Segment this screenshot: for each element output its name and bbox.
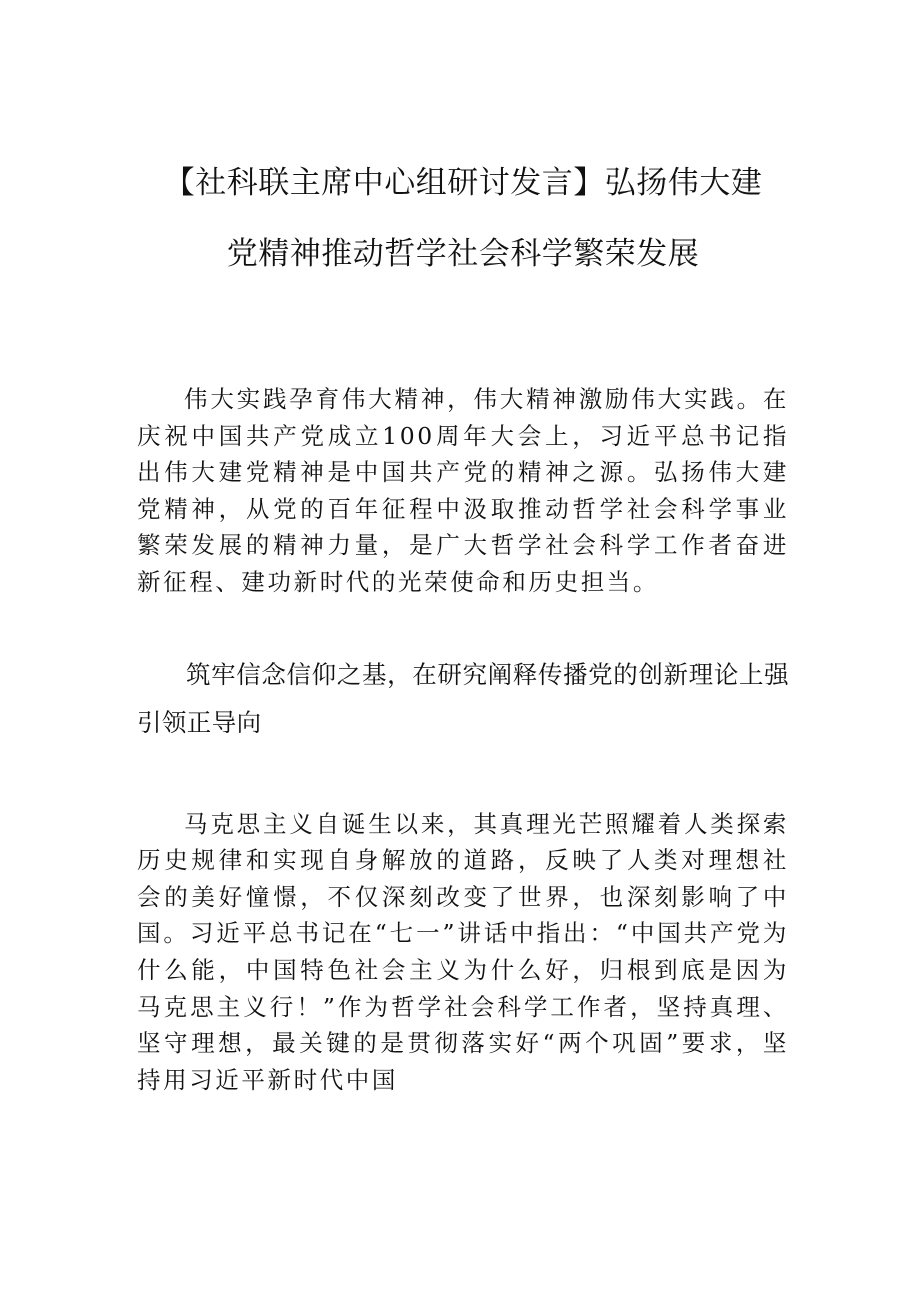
document-title	[137, 0, 789, 290]
document-page	[137, 0, 789, 1098]
section-heading: 筑牢信念信仰之基，在研究阐释传播党的创新理论上强引领正导向	[137, 659, 789, 737]
body-paragraph-1: 伟大实践孕育伟大精神，伟大精神激励伟大实践。在庆祝中国共产党成立100周年大会上，习近平总书记指出伟大建党精神是中国共产党的精神之源。弘扬伟大建党精神，从党的百年征程中汲取推动哲学社会科学事业繁荣发展的精神力量，是广大哲学社会科学工作者奋进新征程、建功新时代的光荣使命和历史担当。	[137, 385, 789, 596]
title-line-2: 党精神推动哲学社会科学繁荣发展	[226, 236, 700, 272]
body-paragraph-2: 马克思主义自诞生以来，其真理光芒照耀着人类探索历史规律和实现自身解放的道路，反映了人类对理想社会的美好憧憬，不仅深刻改变了世界，也深刻影响了中国。习近平总书记在“七一”讲话中指出：“中国共产党为什么能，中国特色社会主义为什么好，归根到底是因为马克思主义行！”作为哲学社会科学工作者，坚持真理、坚守理想，最关键的是贯彻落实好“两个巩固”要求，坚持用习近平新时代中国	[137, 809, 789, 1094]
title-line-1: 【社科联主席中心组研讨发言】弘扬伟大建	[163, 165, 763, 201]
